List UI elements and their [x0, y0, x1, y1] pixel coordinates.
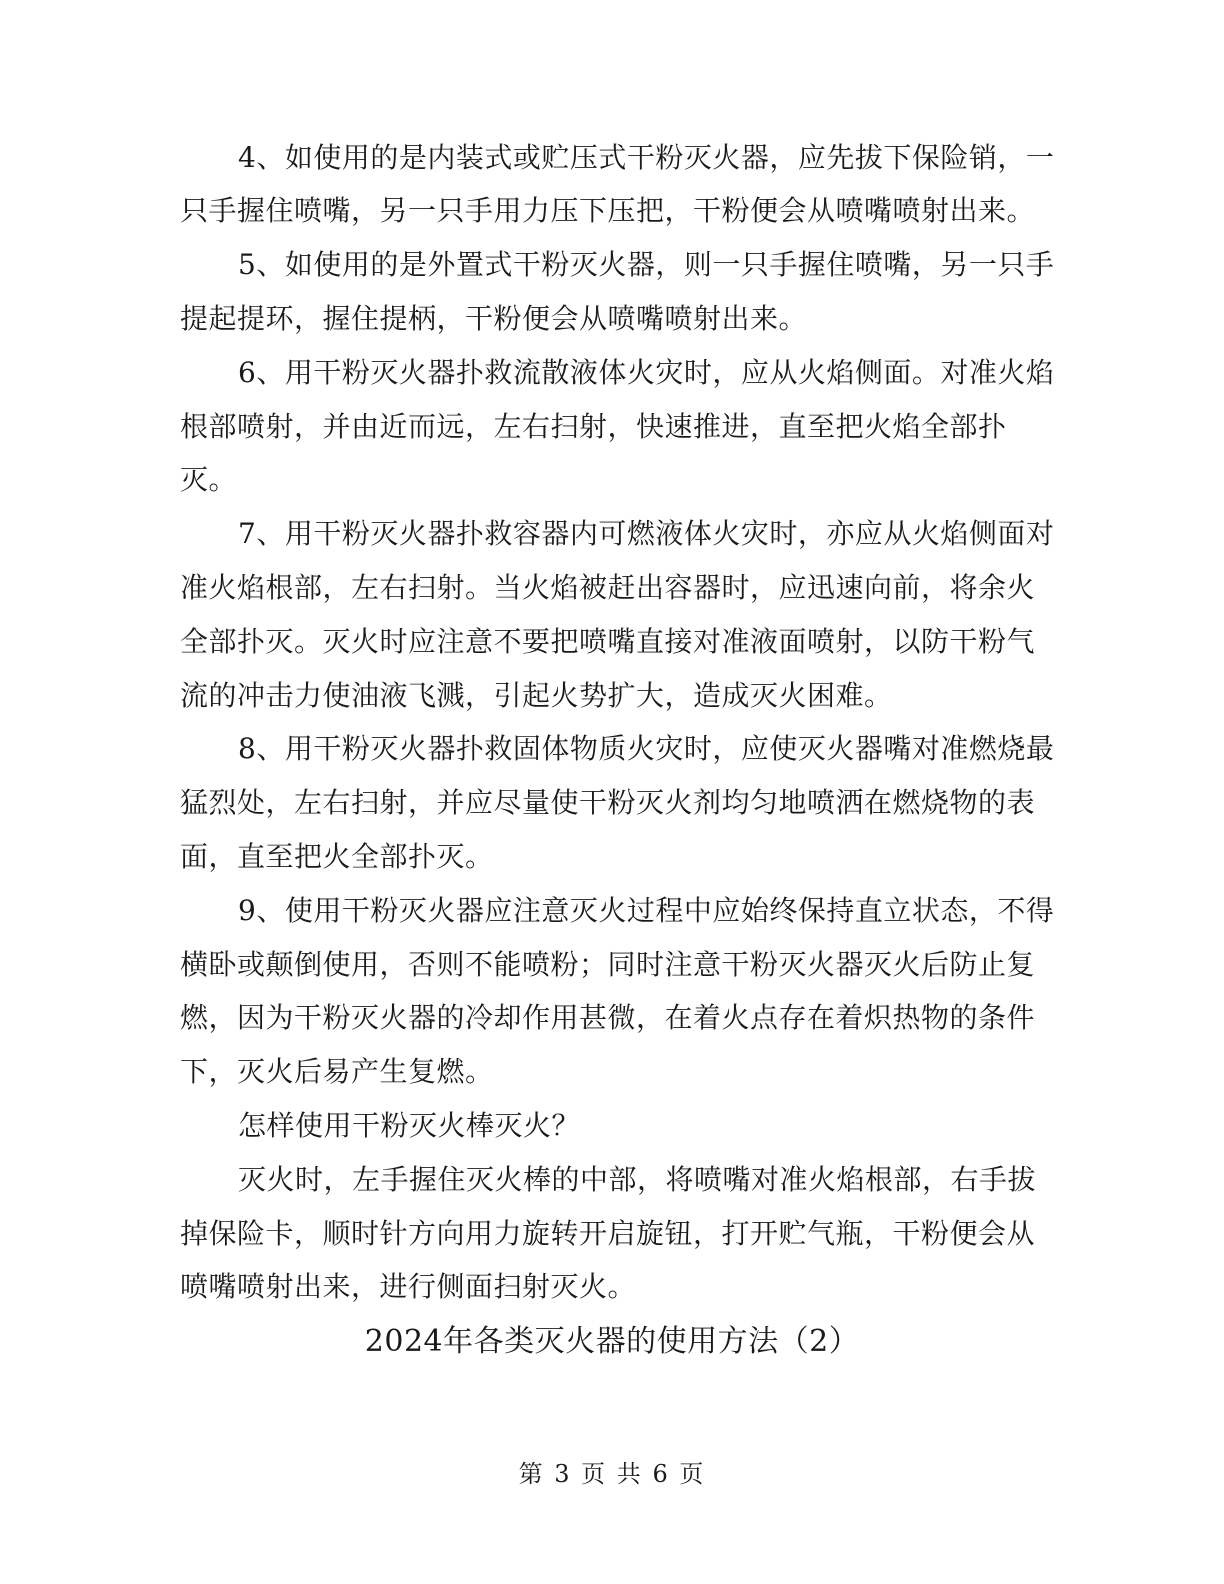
page-footer: 第 3 页 共 6 页 — [518, 1460, 706, 1488]
answer-line-2: 掉保险卡，顺时针方向用力旋转开启旋钮，打开贮气瓶，干粉便会从 — [180, 1217, 1036, 1250]
answer-line-1: 灭火时，左手握住灭火棒的中部，将喷嘴对准火焰根部，右手拔 — [238, 1163, 1037, 1196]
paragraph-8-line-1: 8、用干粉灭火器扑救固体物质火灾时，应使灭火器嘴对准燃烧最 — [238, 732, 1055, 765]
paragraph-7-line-2: 准火焰根部，左右扫射。当火焰被赶出容器时，应迅速向前，将余火 — [180, 571, 1036, 604]
question-heading: 怎样使用干粉灭火棒灭火？ — [238, 1109, 581, 1142]
paragraph-6-line-3: 灭。 — [180, 463, 238, 496]
paragraph-6-line-2: 根部喷射，并由近而远，左右扫射，快速推进，直至把火焰全部扑 — [180, 410, 1007, 443]
paragraph-5-line-1: 5、如使用的是外置式干粉灭火器，则一只手握住喷嘴，另一只手 — [238, 248, 1055, 281]
paragraph-7-line-3: 全部扑灭。灭火时应注意不要把喷嘴直接对准液面喷射，以防干粉气 — [180, 625, 1036, 658]
paragraph-9-line-4: 下，灭火后易产生复燃。 — [180, 1055, 494, 1088]
paragraph-4-line-2: 只手握住喷嘴，另一只手用力压下压把，干粉便会从喷嘴喷射出来。 — [180, 194, 1036, 227]
paragraph-8-line-2: 猛烈处，左右扫射，并应尽量使干粉灭火剂均匀地喷洒在燃烧物的表 — [180, 786, 1036, 819]
paragraph-5-line-2: 提起提环，握住提柄，干粉便会从喷嘴喷射出来。 — [180, 302, 808, 335]
paragraph-7-line-1: 7、用干粉灭火器扑救容器内可燃液体火灾时，亦应从火焰侧面对 — [238, 517, 1055, 550]
answer-line-3: 喷嘴喷射出来，进行侧面扫射灭火。 — [180, 1270, 637, 1303]
paragraph-8-line-3: 面，直至把火全部扑灭。 — [180, 840, 494, 873]
paragraph-4-line-1: 4、如使用的是内装式或贮压式干粉灭火器，应先拔下保险销，一 — [238, 141, 1055, 174]
paragraph-6-line-1: 6、用干粉灭火器扑救流散液体火灾时，应从火焰侧面。对准火焰 — [238, 356, 1055, 389]
paragraph-7-line-4: 流的冲击力使油液飞溅，引起火势扩大，造成灭火困难。 — [180, 679, 893, 712]
paragraph-9-line-2: 横卧或颠倒使用，否则不能喷粉；同时注意干粉灭火器灭火后防止复 — [180, 948, 1036, 981]
paragraph-9-line-3: 燃，因为干粉灭火器的冷却作用甚微，在着火点存在着炽热物的条件 — [180, 1001, 1036, 1034]
paragraph-9-line-1: 9、使用干粉灭火器应注意灭火过程中应始终保持直立状态，不得 — [238, 894, 1055, 927]
section-title: 2024年各类灭火器的使用方法（2） — [364, 1324, 860, 1359]
